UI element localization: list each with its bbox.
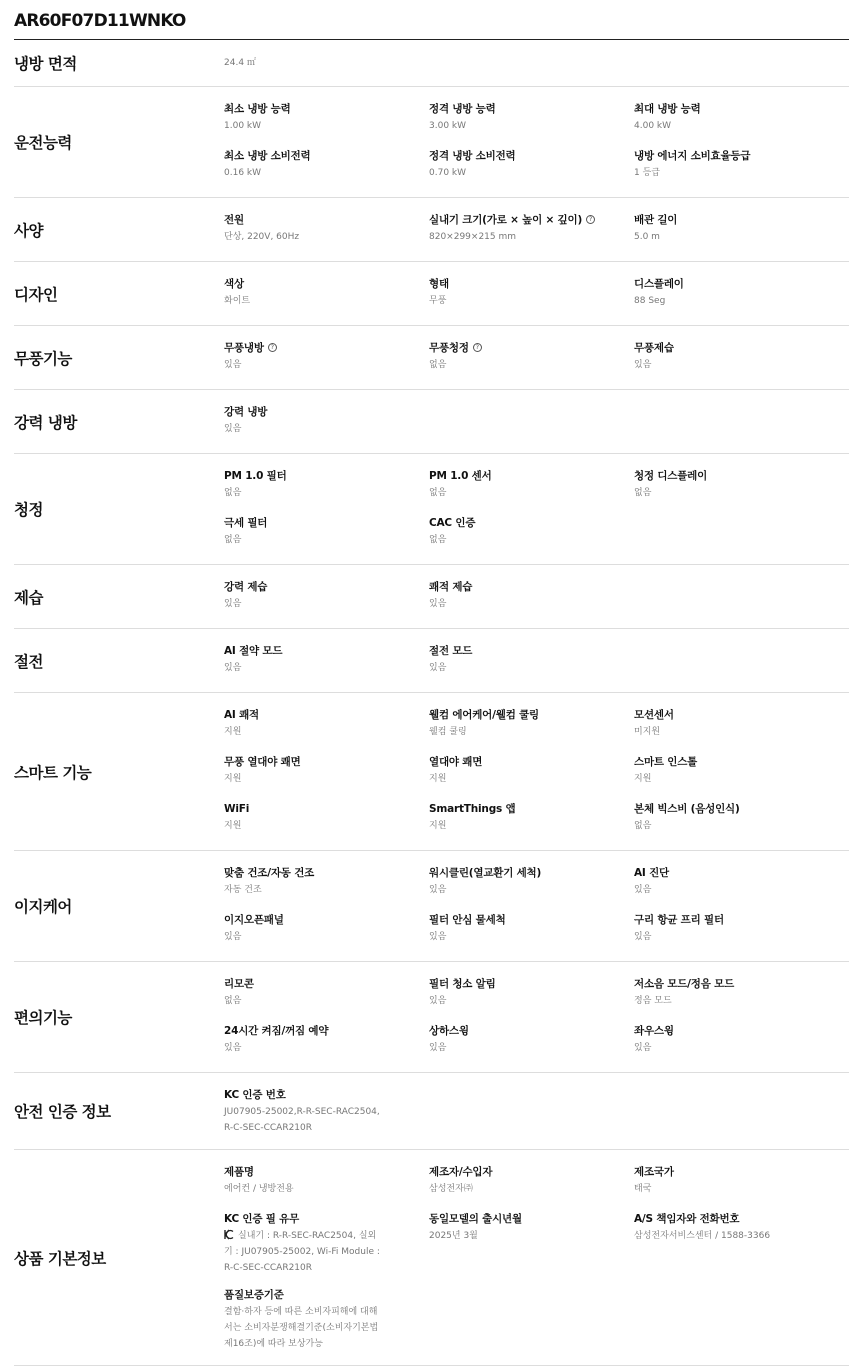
section-title: 안전 인증 정보 (14, 1103, 111, 1121)
spec-label-text: 필터 청소 알림 (429, 977, 496, 990)
spec-section (14, 1073, 849, 1150)
spec-label-text: 형태 (429, 277, 449, 290)
spec-label (634, 210, 849, 229)
spec-section (14, 693, 849, 851)
spec-label (634, 799, 849, 818)
spec-label (224, 705, 429, 724)
spec-label-text: 리모콘 (224, 977, 254, 990)
spec-value: 삼성전자서비스센터 / 1588-3366 (634, 1231, 771, 1241)
spec-label-text: 스마트 인스톨 (634, 755, 698, 768)
spec-value: 있음 (224, 360, 242, 370)
spec-section (14, 87, 849, 198)
spec-label (429, 338, 634, 357)
spec-item (634, 752, 849, 799)
spec-label (634, 910, 849, 929)
spec-section (14, 962, 849, 1073)
spec-label (429, 1162, 634, 1181)
spec-label (224, 146, 429, 165)
spec-label-text: 워시클린(열교환기 세척) (429, 866, 542, 879)
spec-label (224, 863, 429, 882)
spec-label-text: AI 진단 (634, 866, 669, 879)
spec-item (634, 1162, 849, 1209)
spec-label (224, 752, 429, 771)
spec-item (224, 338, 429, 385)
spec-item (429, 466, 634, 513)
spec-value-text: 실내기 : R-R-SEC-RAC2504, 실외기 : JU07905-25002, Wi-Fi Module : R-C-SEC-CCAR210R (224, 1231, 380, 1273)
spec-value: 있음 (224, 663, 242, 673)
spec-label (634, 863, 849, 882)
spec-item (429, 338, 634, 385)
spec-label (224, 402, 429, 421)
spec-label-text: 본체 빅스비 (음성인식) (634, 802, 740, 815)
spec-item (634, 1209, 849, 1285)
spec-section (14, 326, 849, 390)
spec-label (224, 641, 429, 660)
spec-label-text: 최소 냉방 능력 (224, 102, 291, 115)
spec-label (429, 1021, 634, 1040)
spec-label-text: AI 쾌적 (224, 708, 259, 721)
spec-value: 있음 (634, 360, 652, 370)
spec-item (634, 210, 849, 257)
spec-item (224, 752, 429, 799)
spec-label-text: 최대 냉방 능력 (634, 102, 701, 115)
spec-label-text: 24시간 켜짐/꺼짐 예약 (224, 1024, 329, 1037)
spec-value: 지원 (224, 727, 242, 737)
spec-label-text: KC 인증 번호 (224, 1088, 286, 1101)
section-title: 무풍기능 (14, 349, 72, 368)
spec-label-text: PM 1.0 센서 (429, 469, 492, 482)
spec-label (634, 146, 849, 165)
spec-item (224, 705, 429, 752)
spec-value: 3.00 kW (429, 121, 467, 131)
spec-value: 있음 (224, 599, 242, 609)
spec-label-text: 이지오픈패널 (224, 913, 284, 926)
spec-label-text: 열대야 쾌면 (429, 755, 483, 768)
spec-value: 5.0 m (634, 232, 660, 242)
spec-item (224, 274, 429, 321)
spec-label (429, 1209, 634, 1228)
spec-value: 820×299×215 mm (429, 232, 517, 242)
spec-value: 지원 (224, 821, 242, 831)
spec-label-text: AI 절약 모드 (224, 644, 283, 657)
spec-value: 0.70 kW (429, 168, 467, 178)
spec-item (429, 974, 634, 1021)
spec-value: 지원 (224, 774, 242, 784)
spec-label (634, 705, 849, 724)
spec-value: 없음 (224, 996, 242, 1006)
spec-item (224, 402, 429, 449)
spec-label (224, 274, 429, 293)
kc-mark-icon (224, 1229, 234, 1240)
spec-value: JU07905-25002,R-R-SEC-RAC2504,R-C-SEC-CCAR210R (224, 1107, 380, 1133)
spec-label (429, 99, 634, 118)
spec-label (224, 1021, 429, 1040)
spec-label-text: 품질보증기준 (224, 1288, 284, 1301)
spec-table (14, 40, 849, 1366)
spec-item (224, 1085, 429, 1145)
spec-label (224, 799, 429, 818)
spec-label (429, 799, 634, 818)
help-icon[interactable]: ? (268, 343, 277, 352)
spec-label (429, 577, 634, 596)
spec-item (429, 1162, 634, 1209)
spec-item (634, 338, 849, 385)
spec-label (429, 705, 634, 724)
spec-label (634, 274, 849, 293)
spec-item (429, 641, 634, 688)
spec-item (224, 1209, 429, 1285)
spec-label (429, 466, 634, 485)
spec-item (634, 99, 849, 146)
spec-label (224, 974, 429, 993)
spec-item (224, 146, 429, 193)
spec-value: 없음 (224, 488, 242, 498)
spec-item (429, 146, 634, 193)
spec-label (224, 99, 429, 118)
spec-label-text: 극세 필터 (224, 516, 268, 529)
spec-section (14, 1150, 849, 1366)
spec-label-text: 필터 안심 물세척 (429, 913, 506, 926)
section-title: 냉방 면적 (14, 55, 77, 73)
spec-item (224, 1162, 429, 1209)
spec-label (224, 1209, 429, 1228)
spec-item (224, 863, 429, 910)
spec-label (634, 1209, 849, 1228)
spec-label-text: 디스플레이 (634, 277, 684, 290)
spec-label-text: 맞춤 건조/자동 건조 (224, 866, 315, 879)
spec-item (224, 513, 429, 560)
spec-label (634, 338, 849, 357)
spec-item (224, 974, 429, 1021)
spec-value: 있음 (429, 1043, 447, 1053)
spec-item (429, 1021, 634, 1068)
spec-value: 24.4 ㎡ (224, 58, 256, 68)
spec-label-text: 저소음 모드/정음 모드 (634, 977, 735, 990)
spec-value: 1.00 kW (224, 121, 262, 131)
spec-label-text: 청정 디스플레이 (634, 469, 708, 482)
spec-label (224, 338, 429, 357)
spec-label-text: SmartThings 앱 (429, 802, 516, 815)
spec-label (224, 1162, 429, 1181)
spec-item (224, 577, 429, 624)
spec-label-text: KC 인증 필 유무 (224, 1212, 300, 1225)
spec-label (429, 910, 634, 929)
spec-value: 무풍 (429, 296, 447, 306)
section-title: 이지케어 (14, 898, 72, 916)
spec-label-text: 정격 냉방 소비전력 (429, 149, 516, 162)
spec-item (224, 99, 429, 146)
spec-item (634, 146, 849, 193)
spec-value: 88 Seg (634, 296, 666, 306)
spec-label-text: 쾌적 제습 (429, 580, 473, 593)
spec-item (224, 466, 429, 513)
spec-label (429, 641, 634, 660)
spec-value: 화이트 (224, 296, 251, 306)
spec-label (429, 210, 634, 229)
model-title: AR60F07D11WNKO (14, 0, 849, 40)
spec-item (224, 1285, 429, 1361)
section-title: 디자인 (14, 285, 58, 304)
spec-value: 정음 모드 (634, 996, 672, 1006)
spec-item (224, 1021, 429, 1068)
spec-label-text: 무풍제습 (634, 341, 674, 354)
spec-item (429, 1209, 634, 1285)
spec-label (429, 274, 634, 293)
spec-value: 결함·하자 등에 따른 소비자피해에 대해서는 소비자분쟁해결기준(소비자기본법 제16조)에 따라 보상가능 (224, 1307, 379, 1349)
spec-value: 미지원 (634, 727, 661, 737)
spec-item (429, 513, 634, 560)
spec-label-text: 강력 냉방 (224, 405, 268, 418)
spec-item (634, 1021, 849, 1068)
spec-item (224, 910, 429, 957)
spec-label (429, 513, 634, 532)
spec-label-text: 무풍냉방 (224, 341, 264, 354)
spec-value: 있음 (224, 424, 242, 434)
spec-label (224, 1085, 429, 1104)
spec-value: 있음 (634, 932, 652, 942)
section-title: 강력 냉방 (14, 413, 77, 432)
spec-item (429, 274, 634, 321)
spec-section (14, 851, 849, 962)
spec-value: 1 등급 (634, 168, 660, 178)
spec-value: 없음 (429, 360, 447, 370)
spec-section (14, 629, 849, 693)
spec-label-text: 무풍 열대야 쾌면 (224, 755, 301, 768)
spec-value: 삼성전자㈜ (429, 1184, 473, 1194)
spec-value: 있음 (224, 1043, 242, 1053)
spec-label (634, 752, 849, 771)
spec-label (224, 513, 429, 532)
section-title: 청정 (14, 501, 43, 519)
spec-value: 에어컨 / 냉방전용 (224, 1184, 294, 1194)
spec-item (429, 577, 634, 624)
spec-item (224, 799, 429, 846)
spec-value: 없음 (224, 535, 242, 545)
spec-label (224, 210, 429, 229)
spec-label-text: 제조국가 (634, 1165, 674, 1178)
spec-label-text: 절전 모드 (429, 644, 473, 657)
section-title: 사양 (14, 221, 43, 240)
spec-section (14, 198, 849, 262)
spec-label (224, 577, 429, 596)
section-title: 절전 (14, 652, 43, 671)
spec-value: 자동 건조 (224, 885, 262, 895)
spec-item (634, 466, 849, 513)
spec-item (429, 210, 634, 257)
spec-value: 단상, 220V, 60Hz (224, 232, 300, 242)
spec-label (634, 466, 849, 485)
spec-label (634, 99, 849, 118)
spec-label-text: 웰컴 에어케어/웰컴 쿨링 (429, 708, 539, 721)
spec-item (634, 274, 849, 321)
spec-item (224, 210, 429, 257)
spec-label-text: 전원 (224, 213, 244, 226)
spec-label-text: 배관 길이 (634, 213, 678, 226)
spec-label-text: 최소 냉방 소비전력 (224, 149, 311, 162)
spec-item (634, 705, 849, 752)
spec-label (429, 752, 634, 771)
spec-label (634, 1162, 849, 1181)
spec-item (634, 799, 849, 846)
spec-label-text: 좌우스윙 (634, 1024, 674, 1037)
spec-label-text: 제품명 (224, 1165, 254, 1178)
spec-label-text: A/S 책임자와 전화번호 (634, 1212, 740, 1225)
spec-value: 있음 (224, 932, 242, 942)
spec-item (429, 752, 634, 799)
spec-value: 지원 (429, 774, 447, 784)
spec-item (634, 863, 849, 910)
spec-label-text: 상하스윙 (429, 1024, 469, 1037)
spec-value: 있음 (429, 996, 447, 1006)
spec-label (429, 146, 634, 165)
spec-item (634, 910, 849, 957)
spec-section (14, 565, 849, 629)
section-title: 스마트 기능 (14, 763, 92, 782)
spec-value: 웰컴 쿨링 (429, 727, 467, 737)
spec-label (429, 974, 634, 993)
section-title: 상품 기본정보 (14, 1249, 106, 1268)
spec-label (224, 1285, 429, 1304)
help-icon[interactable]: ? (473, 343, 482, 352)
help-icon[interactable]: ? (586, 215, 595, 224)
spec-label-text: 제조자/수입자 (429, 1165, 493, 1178)
spec-value: 있음 (429, 932, 447, 942)
section-title: 제습 (14, 588, 43, 607)
spec-item (429, 99, 634, 146)
spec-label-text: 색상 (224, 277, 244, 290)
spec-value: 없음 (429, 488, 447, 498)
spec-item (429, 799, 634, 846)
spec-value: 있음 (429, 599, 447, 609)
spec-label (224, 910, 429, 929)
spec-item (634, 974, 849, 1021)
spec-label-text: 강력 제습 (224, 580, 268, 593)
spec-label (634, 1021, 849, 1040)
spec-label (634, 974, 849, 993)
section-title: 편의기능 (14, 1009, 72, 1027)
spec-value: 있음 (429, 663, 447, 673)
spec-label-text: CAC 인증 (429, 516, 476, 529)
spec-label-text: 동일모델의 출시년월 (429, 1212, 522, 1225)
spec-value: 태국 (634, 1184, 652, 1194)
spec-label-text: WiFi (224, 802, 250, 815)
spec-item (429, 705, 634, 752)
spec-value: 있음 (634, 1043, 652, 1053)
spec-value: 있음 (429, 885, 447, 895)
section-title: 운전능력 (14, 134, 72, 152)
spec-value: 2025년 3월 (429, 1231, 478, 1241)
spec-item (429, 863, 634, 910)
spec-label-text: 모션센서 (634, 708, 674, 721)
spec-label-text: 실내기 크기(가로 × 높이 × 깊이) (429, 213, 583, 226)
spec-label-text: 무풍청정 (429, 341, 469, 354)
spec-value: 없음 (429, 535, 447, 545)
spec-value: 4.00 kW (634, 121, 672, 131)
spec-label-text: 냉방 에너지 소비효율등급 (634, 149, 751, 162)
spec-value: 지원 (429, 821, 447, 831)
spec-value: 지원 (634, 774, 652, 784)
spec-section (14, 40, 849, 87)
spec-label-text: 정격 냉방 능력 (429, 102, 496, 115)
spec-label (429, 863, 634, 882)
spec-label-text: 구리 항균 프리 필터 (634, 913, 724, 926)
spec-section (14, 262, 849, 326)
spec-item (224, 641, 429, 688)
spec-section (14, 390, 849, 454)
spec-value: 없음 (634, 488, 652, 498)
spec-value (224, 1228, 384, 1276)
spec-value: 없음 (634, 821, 652, 831)
spec-section (14, 454, 849, 565)
spec-value: 0.16 kW (224, 168, 262, 178)
spec-label-text: PM 1.0 필터 (224, 469, 287, 482)
spec-item (429, 910, 634, 957)
spec-value: 있음 (634, 885, 652, 895)
spec-label (224, 466, 429, 485)
